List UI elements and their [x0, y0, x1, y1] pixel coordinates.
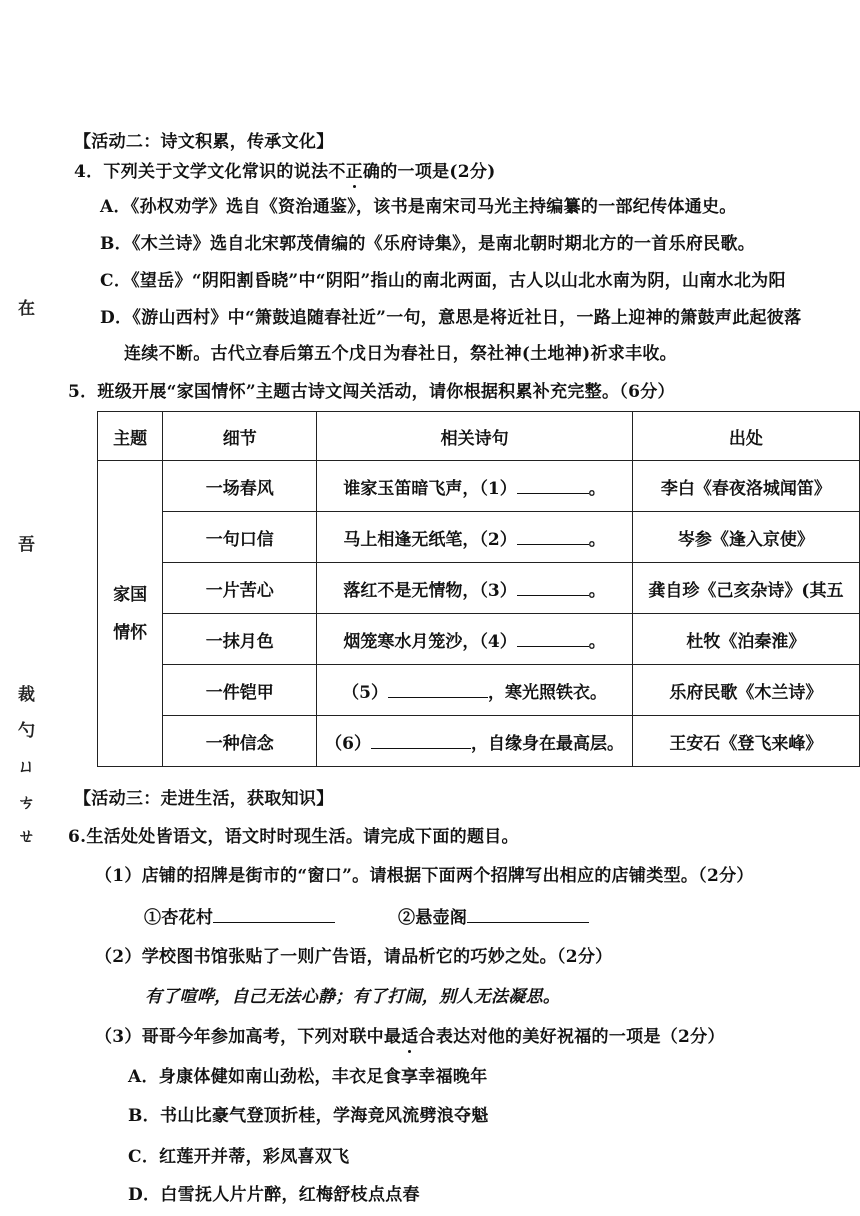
poem-cell: [317, 461, 633, 512]
activity2-heading: 【活动二：诗文积累，传承文化】: [74, 132, 334, 152]
margin-char: ㄘ: [18, 793, 35, 813]
q6-sub3-emphasis: 最适合: [383, 1027, 436, 1047]
shop-sign-text: ②悬壶阁: [398, 908, 468, 928]
source-cell: 龚自珍《己亥杂诗》(其五: [632, 563, 859, 614]
detail-cell: 一件铠甲: [163, 665, 317, 716]
poem-cell: [317, 512, 633, 563]
margin-char: 勺: [18, 721, 35, 741]
header-topic: 主题: [98, 412, 163, 461]
poem-cell: [317, 563, 633, 614]
detail-cell: 一片苦心: [163, 563, 317, 614]
question-4-stem: [74, 161, 496, 183]
poem-cell: [317, 716, 633, 767]
poem-text: 马上相逢无纸笔，（2）: [343, 529, 517, 550]
library-ad-slogan: 有了喧哗，自己无法心静；有了打闹，别人无法凝思。: [145, 987, 561, 1007]
question-6-stem: 6.生活处处皆语文，语文时时现生活。请完成下面的题目。: [68, 827, 519, 847]
q6-sub1-item2: [398, 906, 589, 929]
topic-line: 家国: [113, 584, 148, 605]
source-cell: 岑参《逢入京使》: [632, 512, 859, 563]
q4-stem-before: 4．下列关于文学文化常识的说法: [74, 162, 329, 182]
poem-text: 。: [588, 631, 606, 652]
q4-option-d-continued: 连续不断。古代立春后第五个戊日为春社日，祭社神(土地神)祈求丰收。: [124, 344, 677, 364]
source-cell: 王安石《登飞来峰》: [632, 716, 859, 767]
q6-sub3-after: 表达对他的美好祝福的一项是（2分）: [435, 1027, 725, 1047]
poem-text: ，寒光照铁衣。: [488, 682, 607, 703]
table-row: [98, 512, 860, 563]
header-detail: 细节: [163, 412, 317, 461]
poem-cell: [317, 665, 633, 716]
q6-sub3-option-a: A．身康体健如南山劲松，丰衣足食享幸福晚年: [128, 1067, 488, 1087]
activity3-heading: 【活动三：走进生活，获取知识】: [74, 789, 334, 809]
detail-cell: 一抹月色: [163, 614, 317, 665]
q4-stem-emphasis: [328, 162, 380, 182]
q6-sub3-stem: [95, 1026, 725, 1048]
detail-cell: 一句口信: [163, 512, 317, 563]
table-row: [98, 716, 860, 767]
answer-blank[interactable]: [517, 630, 589, 647]
q6-sub3-option-d: D．白雪抚人片片醉，红梅舒枝点点春: [128, 1185, 420, 1205]
source-cell: 杜牧《泊秦淮》: [632, 614, 859, 665]
q6-sub3-option-b: B．书山比豪气登顶折桂，学海竞风流劈浪夺魁: [128, 1106, 489, 1126]
table-row: [98, 665, 860, 716]
answer-blank[interactable]: [213, 906, 335, 923]
header-source: 出处: [632, 412, 859, 461]
detail-cell: 一场春风: [163, 461, 317, 512]
poem-text: 谁家玉笛暗飞声，（1）: [343, 478, 517, 499]
q4-option-d: D．《游山西村》中“箫鼓追随春社近”一句，意思是将近社日，一路上迎神的箫鼓声此起彼落: [100, 308, 802, 328]
q4-option-b: B．《木兰诗》选自北宋郭茂倩编的《乐府诗集》，是南北朝时期北方的一首乐府民歌。: [100, 234, 756, 254]
poem-text: （5）: [342, 682, 388, 703]
margin-char: 裁: [18, 685, 35, 705]
header-poem: 相关诗句: [317, 412, 633, 461]
poem-text: （6）: [325, 733, 371, 754]
poem-text: 落红不是无情物，（3）: [343, 580, 517, 601]
q4-stem-after: 的一项是(2分): [380, 162, 496, 182]
poem-table: [97, 411, 860, 767]
table-row: [98, 563, 860, 614]
detail-cell: 一种信念: [163, 716, 317, 767]
question-5-stem: 5．班级开展“家国情怀”主题古诗文闯关活动，请你根据积累补充完整。（6分）: [68, 382, 675, 402]
source-cell: 李白《春夜洛城闻笛》: [632, 461, 859, 512]
source-cell: 乐府民歌《木兰诗》: [632, 665, 859, 716]
poem-text: 。: [588, 478, 606, 499]
q4-emphasis-text: 不正确: [328, 162, 381, 182]
answer-blank[interactable]: [388, 681, 488, 698]
shop-sign-text: ①杏花村: [144, 908, 214, 928]
q6-sub1-stem: （1）店铺的招牌是街市的“窗口”。请根据下面两个招牌写出相应的店铺类型。（2分）: [95, 866, 754, 886]
topic-cell: [98, 461, 163, 767]
poem-text: 。: [588, 529, 606, 550]
answer-blank[interactable]: [517, 477, 589, 494]
poem-text: 烟笼寒水月笼沙，（4）: [343, 631, 517, 652]
q6-sub2-stem: （2）学校图书馆张贴了一则广告语，请品析它的巧妙之处。（2分）: [95, 947, 613, 967]
answer-blank[interactable]: [371, 732, 471, 749]
poem-cell: [317, 614, 633, 665]
poem-text: 。: [588, 580, 606, 601]
q6-sub3-before: （3）哥哥今年参加高考，下列对联中: [95, 1027, 384, 1047]
table-row: [98, 614, 860, 665]
answer-blank[interactable]: [517, 579, 589, 596]
margin-char: ㄩ: [18, 757, 35, 777]
q6-sub1-item1: [144, 906, 335, 929]
q4-option-c: C．《望岳》“阴阳割昏晓”中“阴阳”指山的南北两面，古人以山北水南为阴，山南水北为阳: [100, 271, 786, 291]
margin-char: 在: [18, 299, 35, 319]
margin-char: ㄝ: [18, 827, 35, 847]
margin-char: 吾: [18, 535, 35, 555]
answer-blank[interactable]: [517, 528, 589, 545]
answer-blank[interactable]: [467, 906, 589, 923]
q4-option-a: A．《孙权劝学》选自《资治通鉴》，该书是南宋司马光主持编纂的一部纪传体通史。: [100, 197, 737, 217]
topic-line: 情怀: [113, 622, 148, 643]
poem-text: ，自缘身在最高层。: [471, 733, 624, 754]
q6-sub3-option-c: C．红莲开并蒂，彩凤喜双飞: [128, 1147, 350, 1167]
table-row: [98, 461, 860, 512]
table-header-row: [98, 412, 860, 461]
